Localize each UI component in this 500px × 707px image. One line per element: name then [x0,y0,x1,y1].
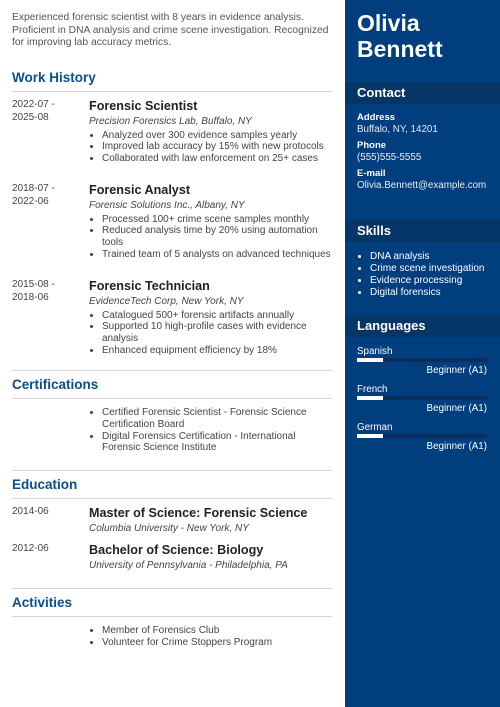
education-date: 2012-06 [12,543,49,554]
phone-label: Phone [357,140,387,151]
job-entry [12,279,337,359]
list-item: • Analyzed over 300 evidence samples yearly [102,130,337,142]
sidebar [345,0,500,707]
list-item: • Digital forensics [370,287,485,299]
divider [12,370,332,371]
divider [12,470,332,471]
language-name: Spanish [357,346,393,357]
degree-title: Bachelor of Science: Biology [89,543,264,557]
activities-heading: Activities [12,595,73,610]
education-entry [12,543,337,577]
job-dates: 2015-08 - 2018-06 [12,279,55,303]
education-entry [12,506,337,540]
contact-heading: Contact [345,82,500,104]
list-item: • Catalogued 500+ forensic artifacts annually [102,310,337,322]
language-item [357,422,487,452]
language-bar-fill [357,396,383,400]
language-item [357,384,487,414]
list-item: • Enhanced equipment efficiency by 18% [102,345,337,357]
job-title: Forensic Technician [89,279,210,293]
email-value: Olivia.Bennett@example.com [357,180,487,191]
address-value: Buffalo, NY, 14201 [357,124,438,135]
address-label: Address [357,112,396,123]
school: University of Pennsylvania - Philadelphia, PA [89,560,288,571]
skills-list [357,251,485,299]
list-item: • Digital Forensics Certification - International Forensic Science Institute [102,431,319,455]
job-dates: 2018-07 - 2022-06 [12,183,55,207]
list-item: • Trained team of 5 analysts on advanced techniques [102,249,337,261]
language-bar [357,396,487,400]
list-item: • Crime scene investigation [370,263,485,275]
job-org: Forensic Solutions Inc., Albany, NY [89,200,245,211]
list-item: • Certified Forensic Scientist - Forensic Science Certification Board [102,407,319,431]
divider [12,398,332,399]
list-item: • Collaborated with law enforcement on 25+ cases [102,153,337,165]
activities-list [89,624,319,649]
divider [12,498,332,499]
list-item: • Supported 10 high-profile cases with evidence analysis [102,321,337,345]
job-bullets [89,214,337,261]
language-name: German [357,422,393,433]
list-item: • Volunteer for Crime Stoppers Program [102,637,319,649]
language-bar-fill [357,434,383,438]
language-level: Beginner (A1) [426,365,487,376]
languages-heading: Languages [345,315,500,337]
certifications-heading: Certifications [12,377,99,392]
school: Columbia University - New York, NY [89,523,249,534]
job-title: Forensic Analyst [89,183,191,197]
divider [12,616,332,617]
phone-value: (555)555-5555 [357,152,422,163]
job-entry [12,183,337,273]
candidate-name: Olivia Bennett [357,10,443,62]
education-heading: Education [12,477,78,492]
language-bar-fill [357,358,383,362]
job-bullets [89,130,337,165]
divider [12,91,332,92]
list-item: • Reduced analysis time by 20% using automation tools [102,225,337,249]
language-level: Beginner (A1) [426,403,487,414]
list-item: • DNA analysis [370,251,485,263]
job-bullets [89,310,337,357]
skills-heading: Skills [345,220,500,242]
job-dates: 2022-07 - 2025-08 [12,99,55,123]
language-name: French [357,384,388,395]
language-bar [357,358,487,362]
degree-title: Master of Science: Forensic Science [89,506,308,520]
email-label: E-mail [357,168,386,179]
list-item: • Evidence processing [370,275,485,287]
language-level: Beginner (A1) [426,441,487,452]
list-item: • Member of Forensics Club [102,625,319,637]
list-item: • Improved lab accuracy by 15% with new protocols [102,141,337,153]
summary: Experienced forensic scientist with 8 years in evidence analysis. Proficient in DNA analysis and crime scene investigation. Recognized for improving lab accuracy metrics. [12,12,329,49]
job-org: Precision Forensics Lab, Buffalo, NY [89,116,252,127]
list-item: • Processed 100+ crime scene samples monthly [102,214,337,226]
education-date: 2014-06 [12,506,49,517]
work-history-heading: Work History [12,70,96,85]
job-entry [12,99,337,181]
job-org: EvidenceTech Corp, New York, NY [89,296,244,307]
job-title: Forensic Scientist [89,99,198,113]
language-bar [357,434,487,438]
language-item [357,346,487,376]
divider [12,588,332,589]
certifications-list [89,406,319,454]
